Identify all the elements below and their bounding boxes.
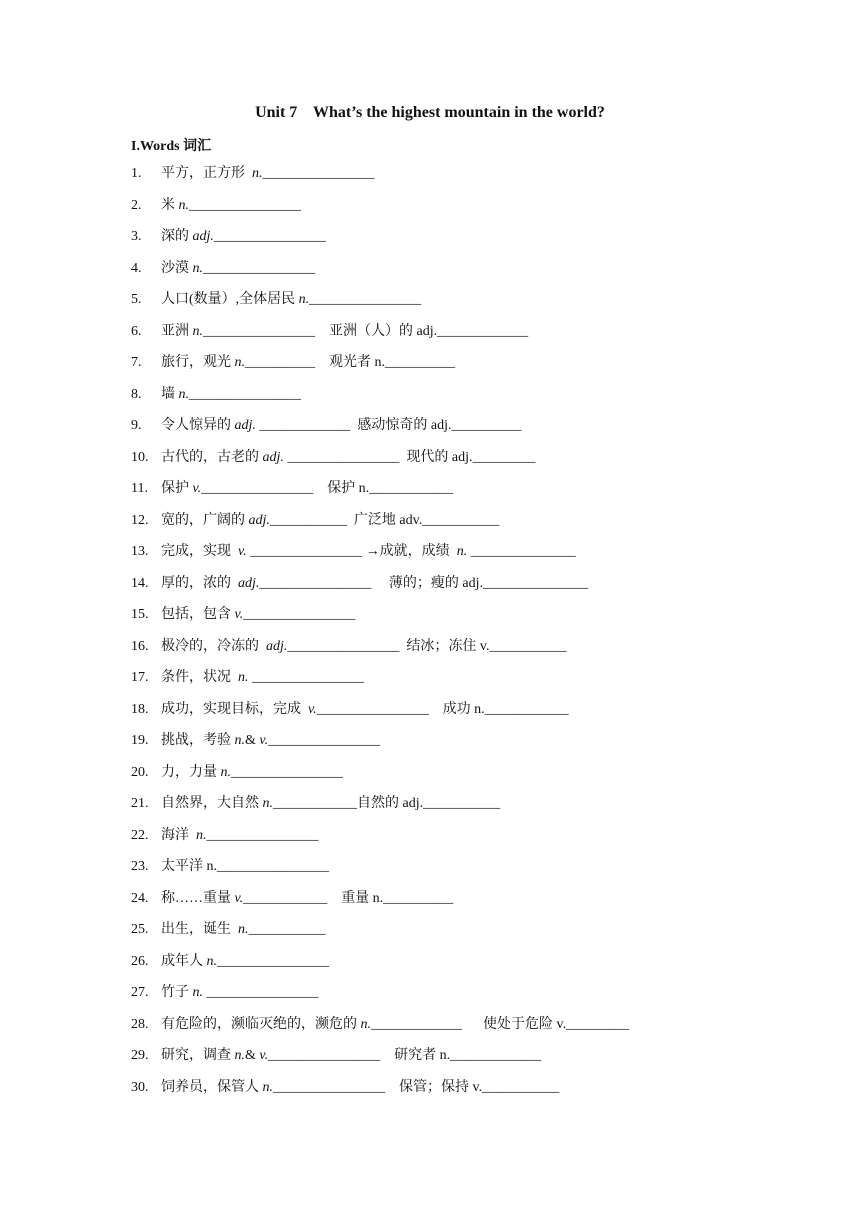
part-of-speech: n.	[192, 985, 203, 1000]
item-fragment: ________________	[248, 670, 364, 685]
item-fragment: ________________	[189, 197, 301, 213]
item-fragment: 极冷的，冷冻的	[161, 638, 266, 654]
part-of-speech: n.	[206, 953, 217, 969]
item-fragment: 竹子	[161, 985, 193, 1000]
word-list	[131, 164, 751, 1109]
page-title: Unit 7 What’s the highest mountain in the world?	[255, 104, 605, 121]
item-fragment: 宽的，广阔的	[161, 512, 249, 528]
word-item	[131, 763, 751, 795]
item-fragment: 平方，正方形	[161, 166, 252, 181]
part-of-speech: adj.	[234, 418, 256, 433]
item-fragment: 使处于危险 v._________	[476, 1016, 630, 1032]
word-item	[131, 857, 751, 889]
item-text	[161, 511, 499, 531]
item-fragment: ________________	[201, 481, 314, 496]
item-fragment: _____________	[371, 1016, 462, 1032]
part-of-speech: n.	[360, 1016, 371, 1032]
item-fragment: __________	[245, 355, 315, 370]
part-of-speech: n.	[192, 323, 203, 339]
word-item	[131, 1046, 751, 1078]
item-fragment: 包括，包含	[161, 607, 235, 622]
item-number: 8.	[131, 386, 142, 402]
item-text	[161, 574, 588, 594]
item-number: 24.	[131, 890, 149, 906]
item-text	[161, 164, 375, 184]
word-item	[131, 448, 751, 480]
item-fragment: 观光者 n.__________	[329, 355, 455, 370]
item-number: 25.	[131, 922, 149, 937]
item-fragment: 薄的；瘦的 adj._______________	[385, 575, 588, 591]
item-text	[161, 857, 329, 877]
word-item	[131, 479, 751, 511]
item-text	[161, 542, 576, 562]
word-item	[131, 605, 751, 637]
part-of-speech: v.	[259, 1048, 269, 1063]
part-of-speech: n.	[192, 260, 203, 276]
item-fragment: ________________ →成就，成绩	[246, 544, 457, 559]
item-fragment: ________________	[309, 292, 422, 307]
part-of-speech: v.	[234, 607, 244, 622]
item-fragment: 太平洋 n.________________	[161, 859, 329, 874]
word-item	[131, 1078, 751, 1110]
item-fragment: ________________	[287, 638, 403, 654]
item-fragment: 广泛地 adv.___________	[350, 512, 500, 528]
item-fragment: &	[245, 1048, 260, 1063]
item-number: 2.	[131, 197, 142, 213]
item-fragment: ________________	[259, 575, 372, 591]
part-of-speech: v.	[192, 481, 202, 496]
word-item	[131, 322, 751, 354]
word-item	[131, 542, 751, 574]
item-fragment: 出生，诞生	[161, 922, 238, 937]
item-fragment: &	[245, 733, 260, 748]
item-fragment: 结冰；冻住 v.___________	[402, 638, 567, 654]
item-text	[161, 668, 364, 688]
item-text	[161, 385, 301, 405]
item-fragment: 亚洲（人）的 adj._____________	[329, 323, 529, 339]
word-item	[131, 700, 751, 732]
item-fragment: ________________	[203, 260, 315, 276]
part-of-speech: v.	[259, 733, 269, 748]
word-item	[131, 637, 751, 669]
item-fragment: 厚的，浓的	[161, 575, 238, 591]
item-number: 28.	[131, 1016, 149, 1032]
item-fragment: 古代的，古老的	[161, 449, 263, 465]
item-text	[161, 259, 315, 279]
item-text	[161, 826, 319, 846]
item-number: 5.	[131, 292, 142, 307]
word-item	[131, 731, 751, 763]
item-number: 10.	[131, 449, 149, 465]
part-of-speech: n.	[234, 355, 245, 370]
part-of-speech: v.	[234, 890, 244, 906]
item-fragment: ________________	[243, 607, 356, 622]
item-fragment: 成功，实现目标，完成	[161, 701, 308, 717]
item-text	[161, 794, 500, 814]
part-of-speech: n.	[234, 733, 245, 748]
word-item	[131, 574, 751, 606]
item-fragment: ________________	[273, 1079, 385, 1095]
item-number: 29.	[131, 1048, 149, 1063]
item-fragment: ________________	[206, 827, 319, 843]
part-of-speech: v.	[238, 544, 247, 559]
item-number: 1.	[131, 166, 142, 181]
item-text	[161, 920, 326, 940]
item-fragment: 亚洲	[161, 323, 193, 339]
word-item	[131, 511, 751, 543]
part-of-speech: adj.	[238, 575, 260, 591]
item-number: 18.	[131, 701, 149, 717]
item-number: 23.	[131, 859, 149, 874]
item-fragment: 墙	[161, 386, 179, 402]
item-number: 27.	[131, 985, 149, 1000]
part-of-speech: adj.	[248, 512, 270, 528]
item-number: 19.	[131, 733, 149, 748]
part-of-speech: adj.	[192, 229, 214, 244]
item-fragment: ________________	[268, 1048, 381, 1063]
part-of-speech: n.	[178, 197, 189, 213]
item-text	[161, 952, 329, 972]
word-item	[131, 353, 751, 385]
item-fragment: _______________	[467, 544, 576, 559]
item-fragment: ________________	[217, 953, 329, 969]
part-of-speech: adj.	[266, 638, 288, 654]
word-item	[131, 290, 751, 322]
item-text	[161, 637, 566, 657]
item-fragment: 自然界，大自然	[161, 796, 263, 811]
part-of-speech: n.	[262, 1079, 273, 1095]
word-item	[131, 952, 751, 984]
item-fragment: ________________	[262, 166, 375, 181]
item-fragment: 海洋	[161, 827, 196, 843]
item-number: 7.	[131, 355, 142, 370]
item-number: 11.	[131, 481, 148, 496]
item-text	[161, 983, 319, 1003]
item-text	[161, 448, 536, 468]
item-fragment: 力，力量	[161, 764, 221, 780]
item-fragment: 重量 n.__________	[341, 890, 454, 906]
section-heading: I.Words 词汇	[131, 139, 212, 154]
item-fragment: 有危险的，濒临灭绝的，濒危的	[161, 1016, 361, 1032]
item-fragment: 令人惊异的	[161, 418, 235, 433]
item-text	[161, 196, 301, 216]
part-of-speech: n.	[220, 764, 231, 780]
item-fragment: ________________	[316, 701, 429, 717]
item-fragment: 米	[161, 197, 179, 213]
item-number: 9.	[131, 418, 142, 433]
part-of-speech: n.	[262, 796, 273, 811]
item-number: 17.	[131, 670, 149, 685]
item-number: 20.	[131, 764, 149, 780]
word-item	[131, 668, 751, 700]
item-fragment: 感动惊奇的 adj.__________	[353, 418, 522, 433]
item-fragment: 挑战，考验	[161, 733, 235, 748]
part-of-speech: adj.	[262, 449, 284, 465]
item-fragment: ___________	[269, 512, 351, 528]
item-number: 26.	[131, 953, 149, 969]
word-item	[131, 983, 751, 1015]
item-fragment: ________________	[213, 229, 326, 244]
word-item	[131, 196, 751, 228]
item-fragment: ________________	[231, 764, 343, 780]
part-of-speech: n.	[252, 166, 263, 181]
item-number: 22.	[131, 827, 149, 843]
item-fragment: _____________	[255, 418, 354, 433]
item-fragment: 饲养员，保管人	[161, 1079, 263, 1095]
item-number: 21.	[131, 796, 149, 811]
word-item	[131, 920, 751, 952]
word-item	[131, 826, 751, 858]
word-item	[131, 385, 751, 417]
word-item	[131, 227, 751, 259]
word-item	[131, 889, 751, 921]
item-fragment: 研究，调查	[161, 1048, 235, 1063]
item-text	[161, 889, 453, 909]
item-text	[161, 479, 453, 499]
item-number: 4.	[131, 260, 142, 276]
item-fragment: ____________	[243, 890, 328, 906]
item-fragment: 成年人	[161, 953, 207, 969]
item-fragment: 完成，实现	[161, 544, 238, 559]
item-fragment: ___________	[248, 922, 326, 937]
item-text	[161, 731, 380, 751]
item-number: 15.	[131, 607, 149, 622]
part-of-speech: v.	[308, 701, 317, 717]
item-fragment: ________________	[203, 323, 315, 339]
item-fragment: 深的	[161, 229, 193, 244]
word-item	[131, 164, 751, 196]
item-text	[161, 1046, 541, 1066]
part-of-speech: n.	[234, 1048, 245, 1063]
item-text	[161, 763, 343, 783]
part-of-speech: n.	[196, 827, 207, 843]
item-fragment: 成功 n.____________	[442, 701, 569, 717]
item-fragment: ________________	[189, 386, 301, 402]
item-number: 13.	[131, 544, 149, 559]
item-fragment: 人口(数量）,全体居民	[161, 292, 299, 307]
word-item	[131, 259, 751, 291]
part-of-speech: n.	[456, 544, 468, 559]
item-fragment: 称……重量	[161, 890, 235, 906]
item-number: 14.	[131, 575, 149, 591]
item-text	[161, 1015, 629, 1035]
item-number: 12.	[131, 512, 149, 528]
item-fragment: 保护	[161, 481, 193, 496]
item-number: 30.	[131, 1079, 149, 1095]
item-fragment: 条件，状况	[161, 670, 238, 685]
item-fragment: 现代的 adj._________	[402, 449, 536, 465]
item-fragment: 旅行，观光	[161, 355, 235, 370]
item-fragment: 保管；保持 v.___________	[399, 1079, 560, 1095]
part-of-speech: n.	[298, 292, 310, 307]
item-number: 16.	[131, 638, 149, 654]
part-of-speech: n.	[238, 922, 249, 937]
part-of-speech: n.	[238, 670, 249, 685]
item-text	[161, 605, 355, 625]
item-number: 3.	[131, 229, 142, 244]
item-text	[161, 353, 455, 373]
item-fragment: ________________	[203, 985, 319, 1000]
item-text	[161, 700, 569, 720]
word-item	[131, 794, 751, 826]
item-text	[161, 322, 528, 342]
item-fragment: 保护 n.____________	[327, 481, 454, 496]
item-number: 6.	[131, 323, 142, 339]
item-text	[161, 416, 522, 436]
item-fragment: 研究者 n._____________	[394, 1048, 542, 1063]
item-text	[161, 290, 421, 310]
item-fragment: ________________	[268, 733, 381, 748]
item-text	[161, 227, 326, 247]
word-item	[131, 416, 751, 448]
item-fragment: ________________	[283, 449, 403, 465]
item-text	[161, 1078, 559, 1098]
part-of-speech: n.	[178, 386, 189, 402]
item-fragment: 沙漠	[161, 260, 193, 276]
item-fragment: ____________自然的 adj.___________	[273, 796, 501, 811]
word-item	[131, 1015, 751, 1047]
